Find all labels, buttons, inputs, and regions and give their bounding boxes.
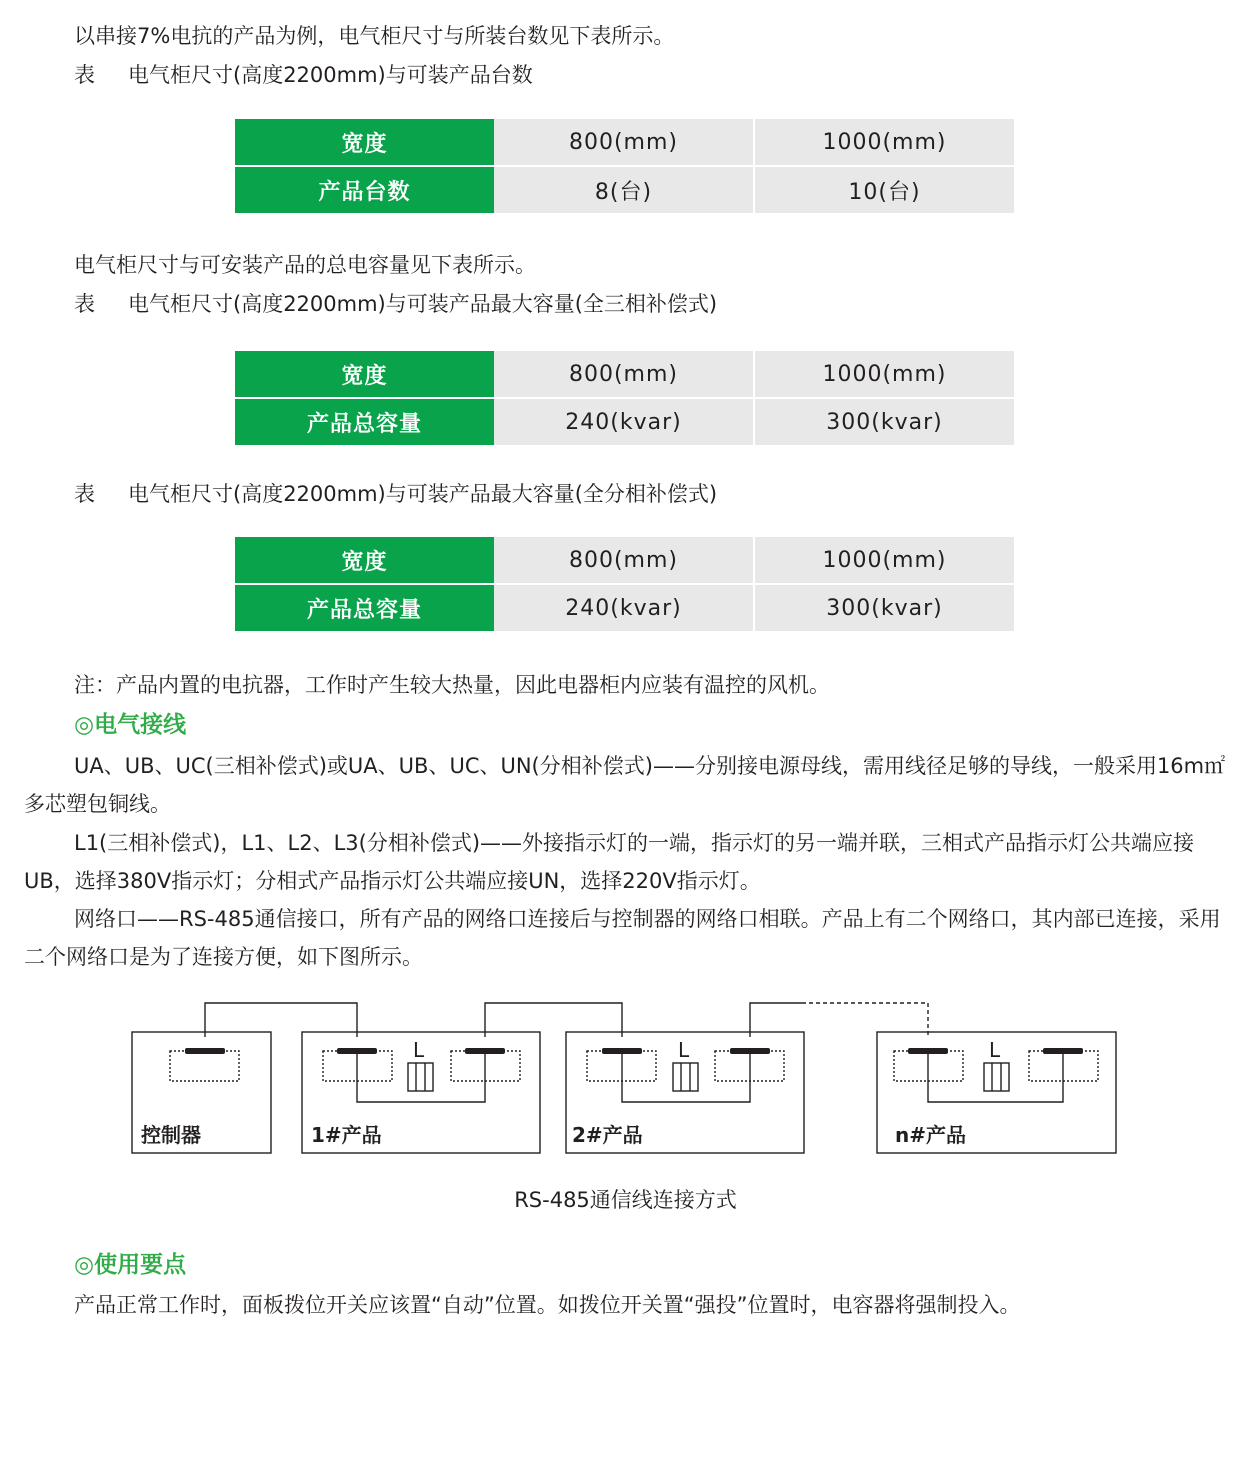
table-header-cell: 产品总容量: [235, 584, 494, 631]
table-header-cell: 宽度: [235, 537, 494, 584]
lamp-label: L: [989, 1038, 1001, 1062]
wiring-paragraph: L1(三相补偿式)，L1、L2、L3(分相补偿式)——外接指示灯的一端，指示灯的另一端并联，三相式产品指示灯公共端应接UB，选择380V指示灯；分相式产品指示灯公共端应接UN，选择220V指示灯。: [24, 831, 1195, 893]
box-label-product-1: 1#产品: [311, 1123, 382, 1147]
table-cell: 240(kvar): [494, 398, 754, 445]
section-title-wiring: ◎电气接线: [74, 712, 187, 738]
table-cell: 1000(mm): [754, 119, 1014, 166]
intro-text-1: 以串接7%电抗的产品为例，电气柜尺寸与所装台数见下表所示。: [74, 24, 675, 48]
table-cell: 240(kvar): [494, 584, 754, 631]
box-label-product-n: n#产品: [895, 1123, 966, 1147]
table-header-cell: 产品总容量: [235, 398, 494, 445]
intro-text-2: 电气柜尺寸与可安装产品的总电容量见下表所示。: [74, 253, 536, 277]
table-cell: 800(mm): [494, 351, 754, 398]
rs485-diagram: [120, 995, 1130, 1170]
table-capacity-split-phase: [235, 537, 1014, 631]
table1-caption-label: 表: [74, 63, 95, 87]
note-text: 注：产品内置的电抗器，工作时产生较大热量，因此电器柜内应装有温控的风机。: [74, 673, 830, 697]
table-cell: 10(台): [754, 166, 1014, 213]
table-header-cell: 宽度: [235, 119, 494, 166]
lamp-label: L: [678, 1038, 690, 1062]
usage-text: 产品正常工作时，面板拨位开关应该置“自动”位置。如拨位开关置“强投”位置时，电容器将强制投入。: [74, 1293, 1021, 1317]
table-capacity-three-phase: [235, 351, 1014, 445]
table-cell: 300(kvar): [754, 398, 1014, 445]
table-cell: 1000(mm): [754, 537, 1014, 584]
box-label-product-2: 2#产品: [572, 1123, 643, 1147]
table-cell: 300(kvar): [754, 584, 1014, 631]
indicator-lamp: [984, 1063, 1009, 1091]
table3-caption-label: 表: [74, 482, 95, 506]
table1-caption: 电气柜尺寸(高度2200mm)与可装产品台数: [128, 63, 533, 87]
table-row: [235, 166, 1014, 213]
table-row: [235, 119, 1014, 166]
table-cell: 800(mm): [494, 119, 754, 166]
wiring-paragraph: 网络口——RS-485通信接口，所有产品的网络口连接后与控制器的网络口相联。产品上有二个网络口，其内部已连接，采用二个网络口是为了连接方便，如下图所示。: [24, 907, 1221, 969]
table-cabinet-count: [235, 119, 1014, 213]
table-cell: 800(mm): [494, 537, 754, 584]
section-title-usage: ◎使用要点: [74, 1252, 187, 1278]
table-cell: 8(台): [494, 166, 754, 213]
indicator-lamp: [673, 1063, 698, 1091]
table-row: [235, 398, 1014, 445]
table2-caption: 电气柜尺寸(高度2200mm)与可装产品最大容量(全三相补偿式): [128, 292, 718, 316]
table-header-cell: 产品台数: [235, 166, 494, 213]
indicator-lamp: [408, 1063, 433, 1091]
box-label-controller: 控制器: [141, 1123, 201, 1147]
table-row: [235, 351, 1014, 398]
diagram-caption: RS-485通信线连接方式: [514, 1188, 737, 1212]
table3-caption: 电气柜尺寸(高度2200mm)与可装产品最大容量(全分相补偿式): [128, 482, 718, 506]
wiring-paragraph: UA、UB、UC(三相补偿式)或UA、UB、UC、UN(分相补偿式)——分别接电源母线，需用线径足够的导线，一般采用16m㎡多芯塑包铜线。: [24, 754, 1226, 816]
table-row: [235, 537, 1014, 584]
lamp-label: L: [413, 1038, 425, 1062]
table-header-cell: 宽度: [235, 351, 494, 398]
network-port: [170, 1051, 239, 1081]
table-row: [235, 584, 1014, 631]
table2-caption-label: 表: [74, 292, 95, 316]
table-cell: 1000(mm): [754, 351, 1014, 398]
